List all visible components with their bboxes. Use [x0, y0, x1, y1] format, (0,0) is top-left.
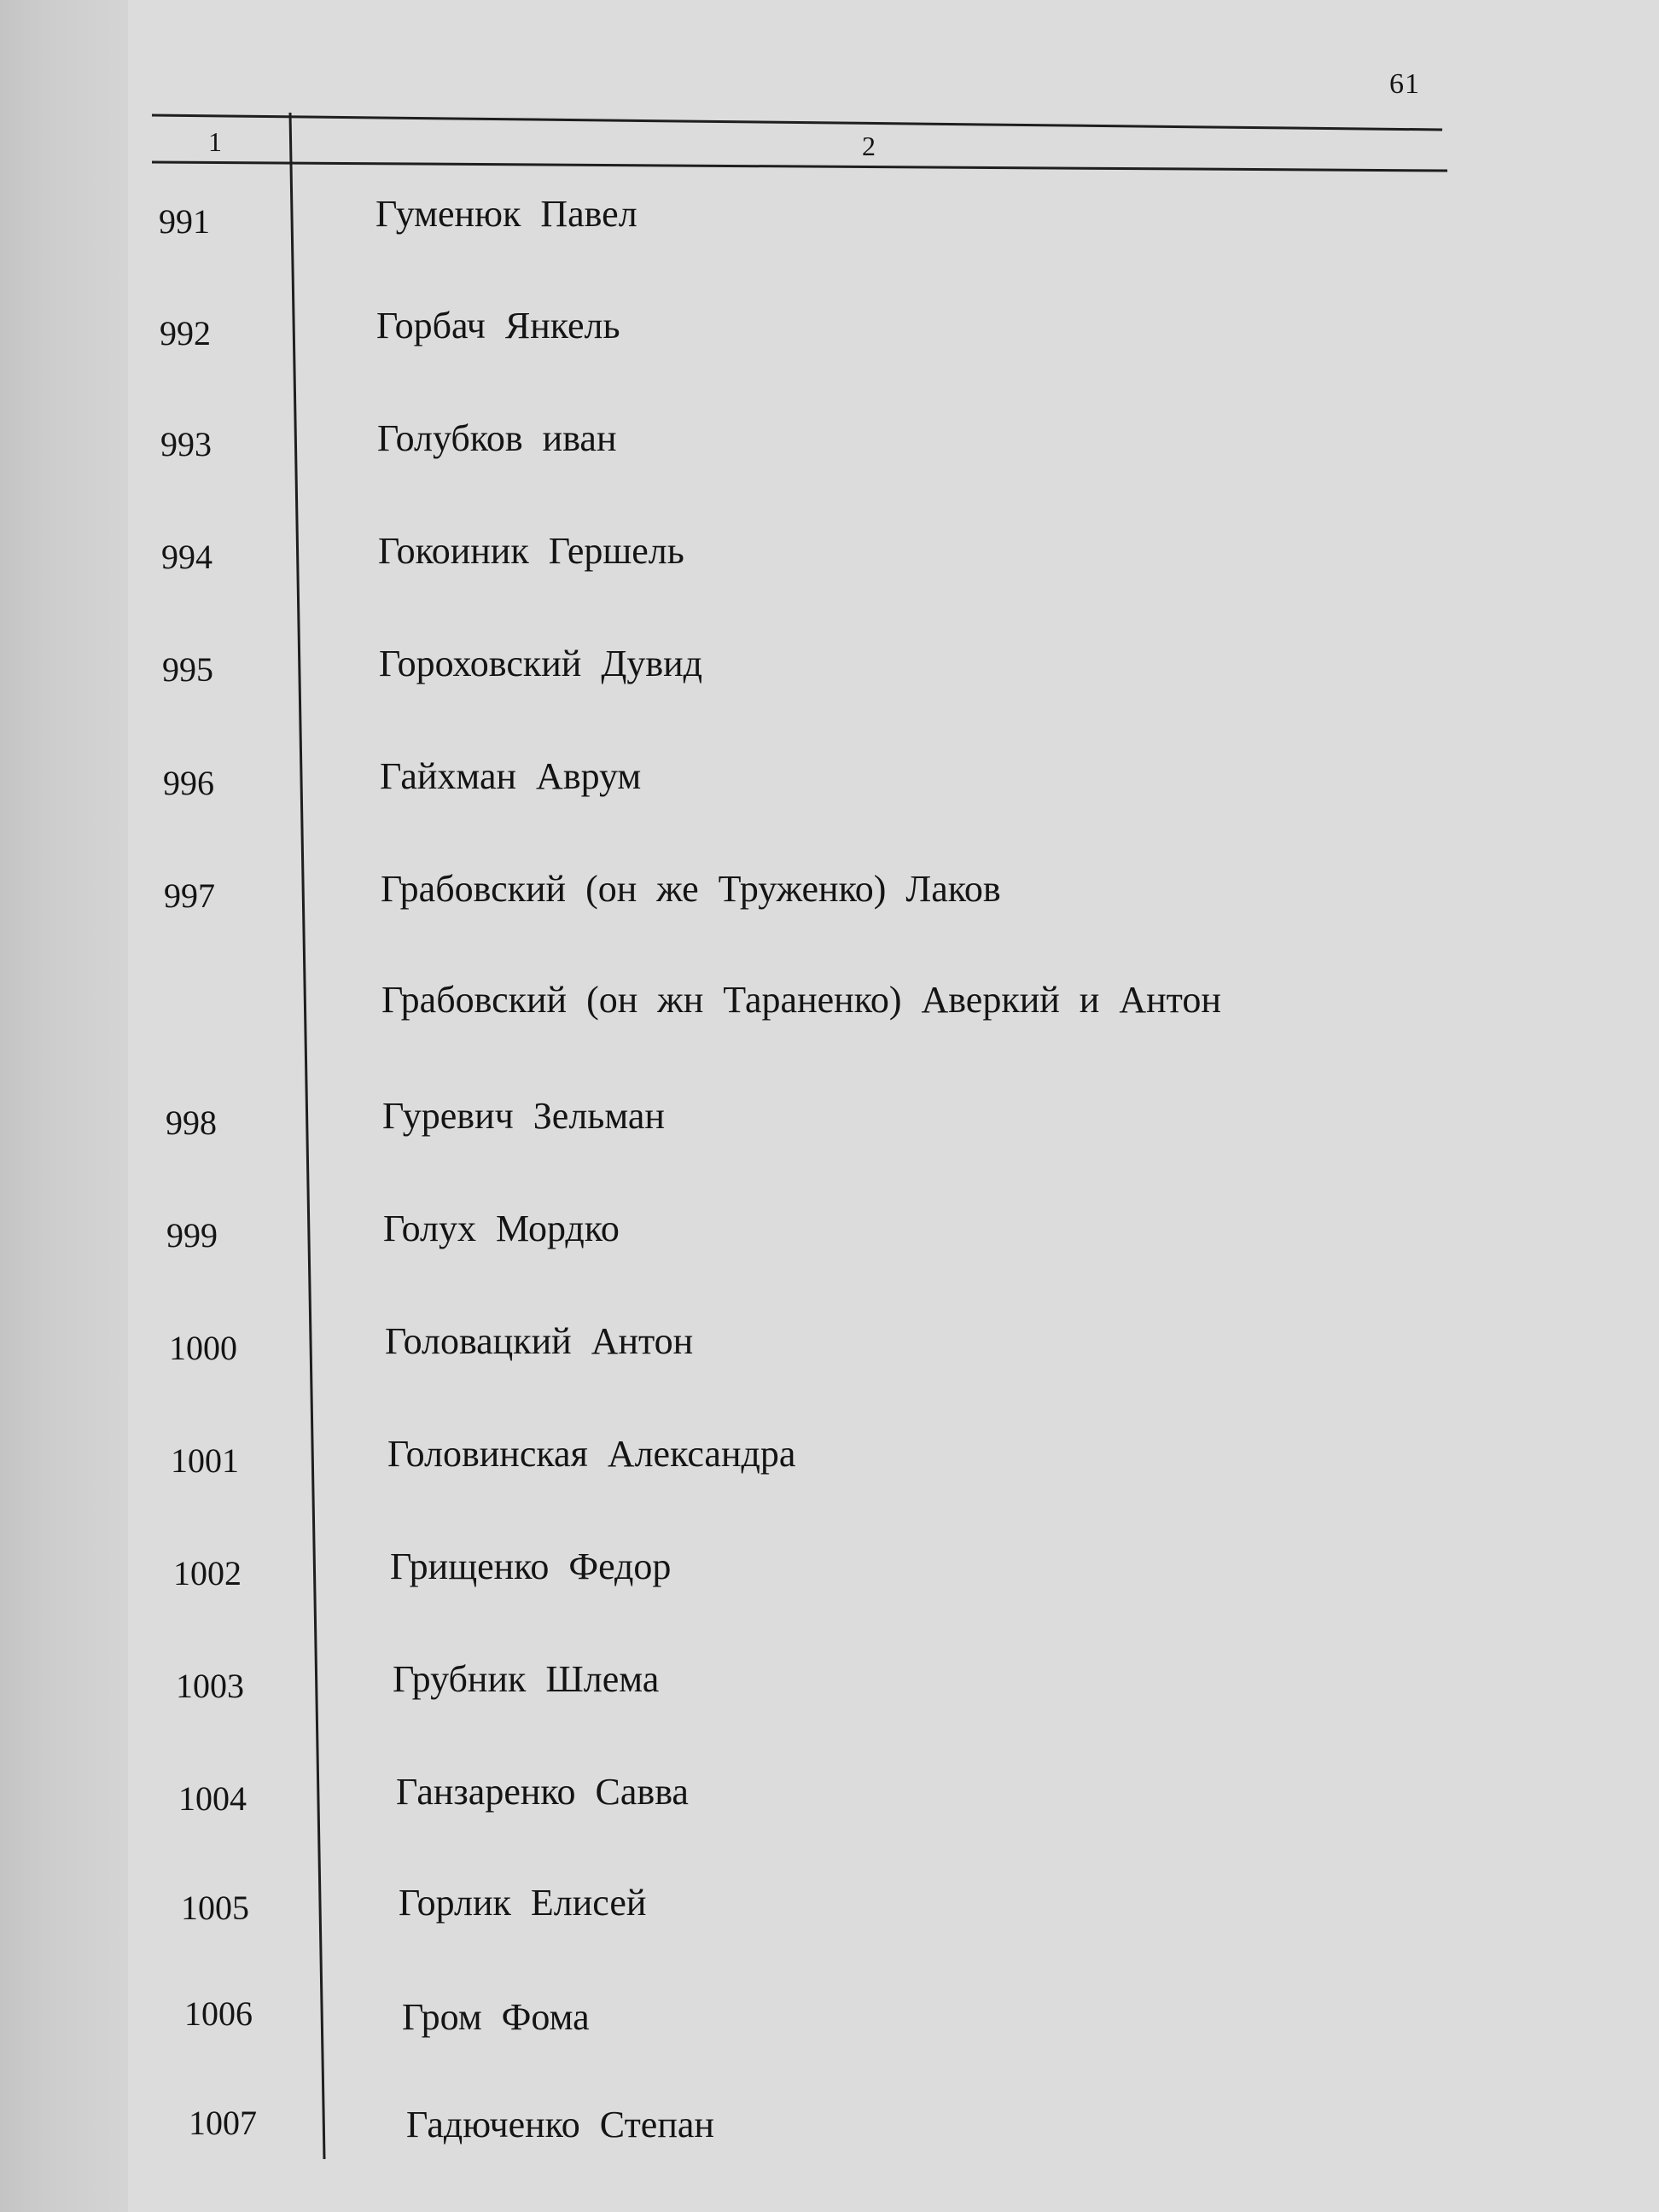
row-name: Горлик Елисей: [399, 1882, 647, 1924]
row-name: Головацкий Антон: [385, 1320, 694, 1362]
row-number: 998: [166, 1103, 217, 1142]
row-number: 995: [162, 650, 213, 689]
row-number: 994: [161, 538, 212, 576]
row-number: 1004: [178, 1779, 247, 1818]
row-number: 1001: [171, 1441, 239, 1480]
row-number: 1003: [176, 1667, 244, 1705]
column-divider: [290, 113, 324, 2159]
page-number: 61: [1389, 68, 1420, 100]
row-number: 997: [164, 876, 215, 915]
row-number: 1007: [189, 2104, 257, 2142]
row-name: Головинская Александра: [387, 1433, 796, 1475]
row-number: 991: [159, 202, 210, 241]
row-name: Грабовский (он же Труженко) Лаков: [381, 868, 1001, 910]
row-number: 1000: [169, 1329, 237, 1367]
row-name: Грубник Шлема: [393, 1658, 660, 1700]
row-number: 1005: [181, 1889, 249, 1927]
row-name: Грищенко Федор: [390, 1545, 672, 1587]
header-column-1: 1: [208, 126, 222, 157]
row-name: Гороховский Дувид: [379, 643, 703, 684]
row-name: Ганзаренко Савва: [396, 1771, 689, 1813]
row-number: 996: [163, 764, 214, 802]
row-name: Гром Фома: [402, 1996, 590, 2038]
row-name: Гадюченко Степан: [406, 2104, 714, 2145]
row-name: Грабовский (он жн Тараненко) Аверкий и Антон: [381, 979, 1221, 1021]
row-number: 1002: [173, 1554, 242, 1592]
row-name: Гуревич Зельман: [382, 1095, 665, 1137]
row-number: 993: [160, 425, 212, 463]
row-name: Голух Мордко: [383, 1208, 620, 1249]
row-name: Горбач Янкель: [376, 305, 620, 346]
row-number: 992: [160, 314, 211, 352]
header-top-rule: [152, 115, 1442, 130]
row-name: Голубков иван: [377, 417, 617, 459]
row-name: Гайхман Аврум: [380, 755, 642, 797]
row-name: Гокоиник Гершель: [378, 530, 684, 572]
row-name: Гуменюк Павел: [375, 193, 637, 235]
header-column-2: 2: [862, 131, 876, 161]
row-number: 999: [166, 1216, 218, 1254]
row-number: 1006: [184, 1994, 253, 2033]
header-bottom-rule: [152, 162, 1447, 171]
